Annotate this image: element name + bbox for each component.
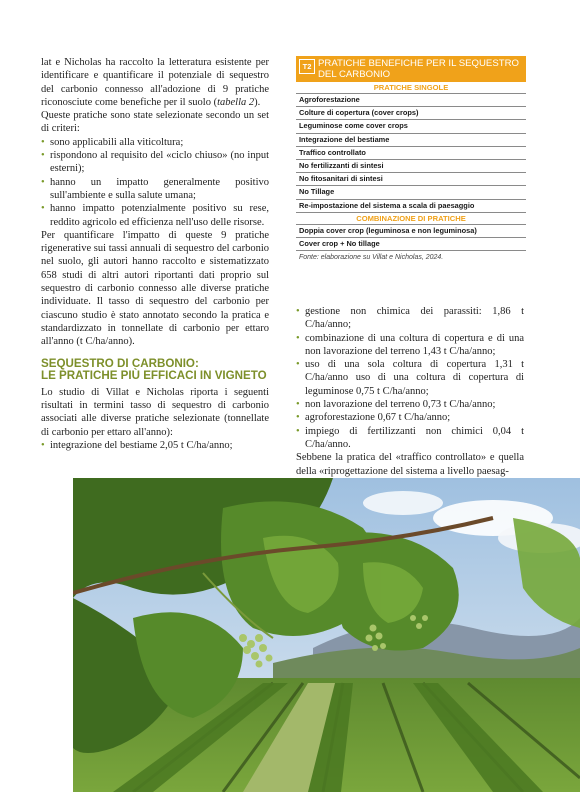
table-row: Re-impostazione del sistema a scala di paesaggio [296,200,526,213]
criteria-intro: Queste pratiche sono state selezionate secondo un set di criteri: [41,110,269,135]
left-column [41,56,269,452]
table-row: Colture di copertura (cover crops) [296,107,526,120]
right-column [296,305,524,478]
section-heading: SEQUESTRO DI CARBONIO: LE PRATICHE PIÙ EFFICACI IN VIGNETO [41,356,267,383]
result-item: • gestione non chimica dei parassiti: 1,86 t C/ha/anno; [296,306,524,331]
table-section-combo: COMBINAZIONE DI PRATICHE [296,213,526,225]
table-row: Doppia cover crop (leguminosa e non leguminosa) [296,225,526,238]
criteria-item: • hanno impatto potenzialmente positivo su rese, reddito agricolo ed efficienza nell'uso delle risorse. [41,203,269,228]
criteria-item: • rispondono al requisito del «ciclo chiuso» (no input esterni); [41,150,269,175]
result-item: • impiego di fertilizzanti non chimici 0,04 t C/ha/anno. [296,425,524,450]
table-row: Integrazione del bestiame [296,134,526,147]
table-row: Traffico controllato [296,147,526,160]
table-row: No fitosanitari di sintesi [296,173,526,186]
practices-table [296,56,526,265]
criteria-item: • hanno un impatto generalmente positivo sull'ambiente e sulla salute umana; [41,176,269,201]
table-badge: T2 [299,59,315,74]
table-section-single: PRATICHE SINGOLE [296,82,526,94]
table-header [296,56,526,82]
result-item: • combinazione di una coltura di copertura e di una non lavorazione del terreno 1,43 t C/ha/anno; [296,332,524,357]
closing-paragraph: Sebbene la pratica del «traffico controllato» e quella della «riprogettazione del sistema a livello paesag- [296,452,524,477]
result-item: • agroforestazione 0,67 t C/ha/anno; [296,412,451,424]
table-title: PRATICHE BENEFICHE PER IL SEQUESTRO DEL CARBONIO [318,58,519,80]
result-item: • uso di una sola coltura di copertura 1,31 t C/ha/anno uso di una coltura di copertura di leguminose 0,75 t C/ha/anno; [296,359,524,397]
criteria-item: • sono applicabili alla viticoltura; [41,136,184,148]
result-item: • non lavorazione del terreno 0,73 t C/ha/anno; [296,399,496,411]
intro-paragraph: lat e Nicholas ha raccolto la letteratura esistente per identificare e quantificare il potenziale di sequestro del carbonio connesso all'adozione di 9 pratiche riconosciute come benefiche per il suolo (tabella 2). [41,57,269,108]
table-row: Leguminose come cover crops [296,120,526,133]
results-intro: Lo studio di Villat e Nicholas riporta i seguenti risultati in termini tasso di sequestro di carbonio associati alle diverse pratiche selezionate (tonnellate di carbonio per ettaro all'anno): [41,386,269,438]
table-row: No Tillage [296,186,526,199]
vineyard-photo-illustration [73,478,580,792]
method-paragraph: Per quantificare l'impatto di queste 9 pratiche rigenerative sui tassi annuali di sequestro del carbonio nel suolo, gli autori hanno raccolto e sistematizzato 658 studi di altri autori riportanti dati proprio sul sequestro di carbonio connesso alle diverse pratiche individuate. Il tasso di sequestro del carbonio per ciascuno studio è stato annotato secondo la pratica e standardizzato in tonnellate di carbonio per ettaro all'anno (t C/ha/anno). [41,229,269,348]
result-item: • integrazione del bestiame 2,05 t C/ha/anno; [41,439,233,451]
table-row: Cover crop + No tillage [296,238,526,251]
vineyard-photo [73,478,580,792]
table-row: No fertilizzanti di sintesi [296,160,526,173]
table-source: Fonte: elaborazione su Villat e Nicholas, 2024. [299,254,444,262]
table-reference: tabella 2 [217,96,255,108]
table-row: Agroforestazione [296,94,526,107]
